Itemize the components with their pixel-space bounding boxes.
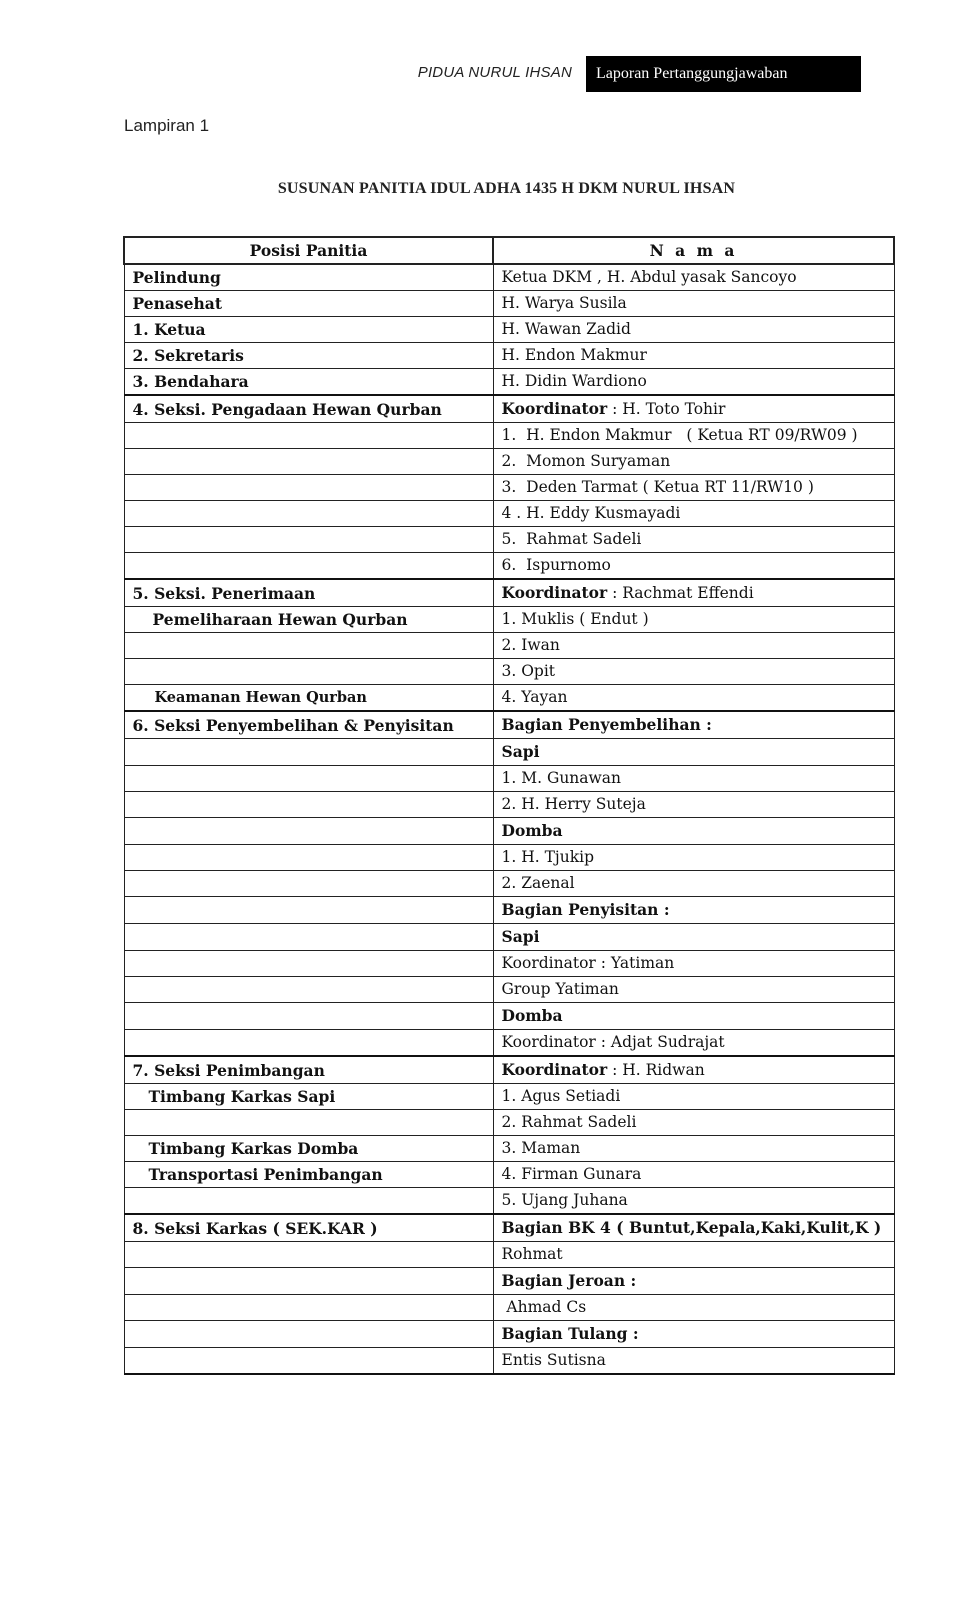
- name-cell-text: 2. Iwan: [501, 636, 560, 654]
- name-cell: [493, 1242, 894, 1268]
- name-cell-bold-label: Koordinator: [501, 1060, 608, 1079]
- name-cell: [493, 818, 894, 845]
- name-cell-text: H. Wawan Zadid: [501, 320, 631, 338]
- table-row: [124, 527, 894, 553]
- name-cell-text: H. Endon Makmur: [501, 346, 647, 364]
- name-cell-text: 3. Opit: [501, 662, 556, 680]
- table-row: [124, 977, 894, 1003]
- table-row: [124, 423, 894, 449]
- name-cell: [493, 659, 894, 685]
- name-cell: [493, 527, 894, 553]
- table-row: [124, 395, 894, 423]
- table-row: [124, 659, 894, 685]
- position-cell: [124, 739, 493, 766]
- table-row: [124, 317, 894, 343]
- position-cell: [124, 871, 493, 897]
- name-cell-bold-label: Bagian BK 4 ( Buntut,Kepala,Kaki,Kulit,K ): [501, 1218, 882, 1237]
- position-cell: [124, 897, 493, 924]
- name-cell-bold-label: Sapi: [501, 927, 540, 946]
- table-row: [124, 1242, 894, 1268]
- name-cell-text: Koordinator : Adjat Sudrajat: [501, 1033, 725, 1051]
- position-cell: [124, 924, 493, 951]
- position-cell: [124, 1110, 493, 1136]
- page-title: SUSUNAN PANITIA IDUL ADHA 1435 H DKM NURUL IHSAN: [277, 180, 736, 197]
- name-cell: [493, 475, 894, 501]
- name-cell: [493, 1348, 894, 1375]
- name-cell: [493, 449, 894, 475]
- table-row: [124, 766, 894, 792]
- name-cell-text: 6. Ispurnomo: [501, 556, 611, 574]
- table-row: [124, 871, 894, 897]
- table-row: [124, 1295, 894, 1321]
- position-cell: Keamanan Hewan Qurban: [124, 685, 493, 712]
- committee-table: [123, 236, 895, 1375]
- table-row: [124, 1348, 894, 1375]
- table-row: [124, 792, 894, 818]
- position-cell: [124, 1030, 493, 1057]
- position-cell: [124, 792, 493, 818]
- name-cell-bold-label: Bagian Penyisitan :: [501, 900, 670, 919]
- name-cell-text: H. Warya Susila: [501, 294, 627, 312]
- name-cell: [493, 977, 894, 1003]
- name-cell: [493, 291, 894, 317]
- name-cell-text: 2. Zaenal: [501, 874, 575, 892]
- position-cell: [124, 659, 493, 685]
- position-cell: 2. Sekretaris: [124, 343, 493, 369]
- name-cell-text: 5. Ujang Juhana: [501, 1191, 628, 1209]
- table-row: [124, 1056, 894, 1084]
- name-cell: [493, 395, 894, 423]
- name-cell: [493, 1136, 894, 1162]
- table-row: [124, 1030, 894, 1057]
- table-row: [124, 1084, 894, 1110]
- name-cell: [493, 264, 894, 291]
- position-cell: 5. Seksi. Penerimaan: [124, 579, 493, 607]
- position-cell: [124, 845, 493, 871]
- position-cell: [124, 633, 493, 659]
- name-cell: [493, 343, 894, 369]
- position-cell: [124, 423, 493, 449]
- table-row: [124, 1110, 894, 1136]
- table-row: [124, 1162, 894, 1188]
- name-cell-text: 1. H. Endon Makmur ( Ketua RT 09/RW09 ): [501, 426, 858, 444]
- name-cell-text: : Rachmat Effendi: [607, 584, 754, 602]
- name-cell-bold-label: Domba: [501, 821, 563, 840]
- name-cell: [493, 766, 894, 792]
- table-row: [124, 1321, 894, 1348]
- name-cell-text: H. Didin Wardiono: [501, 372, 647, 390]
- table-row: [124, 449, 894, 475]
- name-cell: [493, 369, 894, 396]
- name-cell-text: Ahmad Cs: [501, 1298, 587, 1316]
- table-row: [124, 1188, 894, 1215]
- position-cell: Penasehat: [124, 291, 493, 317]
- name-cell: [493, 1321, 894, 1348]
- name-cell-text: 4. Firman Gunara: [501, 1165, 642, 1183]
- name-cell-text: 5. Rahmat Sadeli: [501, 530, 642, 548]
- name-cell-bold-label: Bagian Penyembelihan :: [501, 715, 712, 734]
- table-row: [124, 924, 894, 951]
- name-cell-text: Rohmat: [501, 1245, 563, 1263]
- table-row: [124, 501, 894, 527]
- position-cell: 1. Ketua: [124, 317, 493, 343]
- name-cell-text: 1. Agus Setiadi: [501, 1087, 621, 1105]
- position-cell: [124, 1268, 493, 1295]
- position-cell: [124, 553, 493, 580]
- table-row: [124, 579, 894, 607]
- position-cell: [124, 1003, 493, 1030]
- name-cell: [493, 607, 894, 633]
- name-cell-text: : H. Toto Tohir: [607, 400, 726, 418]
- table-row: [124, 1136, 894, 1162]
- name-cell-bold-label: Bagian Jeroan :: [501, 1271, 637, 1290]
- table-row: [124, 685, 894, 712]
- name-cell: [493, 1268, 894, 1295]
- name-cell-text: Group Yatiman: [501, 980, 619, 998]
- position-cell: [124, 1242, 493, 1268]
- position-cell: Timbang Karkas Domba: [124, 1136, 493, 1162]
- position-cell: [124, 1321, 493, 1348]
- table-header-row: [124, 237, 894, 264]
- position-cell: [124, 951, 493, 977]
- column-header-name: N a m a: [493, 237, 894, 264]
- table-row: [124, 1003, 894, 1030]
- name-cell: [493, 1084, 894, 1110]
- name-cell: [493, 1214, 894, 1242]
- name-cell-bold-label: Koordinator: [501, 583, 608, 602]
- position-cell: [124, 1188, 493, 1215]
- position-cell: [124, 449, 493, 475]
- table-row: [124, 845, 894, 871]
- name-cell-bold-label: Bagian Tulang :: [501, 1324, 639, 1343]
- name-cell: [493, 924, 894, 951]
- position-cell: [124, 1348, 493, 1375]
- position-cell: Pelindung: [124, 264, 493, 291]
- table-body: [124, 264, 894, 1374]
- name-cell: [493, 792, 894, 818]
- name-cell: [493, 579, 894, 607]
- name-cell-text: Entis Sutisna: [501, 1351, 606, 1369]
- position-cell: 7. Seksi Penimbangan: [124, 1056, 493, 1084]
- table-row: [124, 343, 894, 369]
- position-cell: [124, 818, 493, 845]
- position-cell: Transportasi Penimbangan: [124, 1162, 493, 1188]
- name-cell-text: 4 . H. Eddy Kusmayadi: [501, 504, 681, 522]
- name-cell-text: 3. Deden Tarmat ( Ketua RT 11/RW10 ): [501, 478, 814, 496]
- name-cell: [493, 711, 894, 739]
- position-cell: [124, 475, 493, 501]
- name-cell: [493, 633, 894, 659]
- name-cell: [493, 1056, 894, 1084]
- position-cell: Pemeliharaan Hewan Qurban: [124, 607, 493, 633]
- name-cell: [493, 845, 894, 871]
- table-row: [124, 607, 894, 633]
- name-cell: [493, 317, 894, 343]
- name-cell-text: 3. Maman: [501, 1139, 581, 1157]
- name-cell: [493, 1003, 894, 1030]
- table-row: [124, 711, 894, 739]
- table-row: [124, 475, 894, 501]
- table-row: [124, 739, 894, 766]
- name-cell: [493, 1110, 894, 1136]
- position-cell: 4. Seksi. Pengadaan Hewan Qurban: [124, 395, 493, 423]
- position-cell: 3. Bendahara: [124, 369, 493, 396]
- name-cell-text: 2. Rahmat Sadeli: [501, 1113, 637, 1131]
- name-cell-text: 4. Yayan: [501, 688, 568, 706]
- name-cell-text: 1. M. Gunawan: [501, 769, 622, 787]
- table-row: [124, 633, 894, 659]
- name-cell-bold-label: Domba: [501, 1006, 563, 1025]
- name-cell: [493, 951, 894, 977]
- name-cell-text: 1. H. Tjukip: [501, 848, 594, 866]
- position-cell: 6. Seksi Penyembelihan & Penyisitan: [124, 711, 493, 739]
- name-cell: [493, 423, 894, 449]
- name-cell-text: 2. Momon Suryaman: [501, 452, 671, 470]
- name-cell: [493, 501, 894, 527]
- name-cell-text: 2. H. Herry Suteja: [501, 795, 646, 813]
- name-cell-text: Ketua DKM , H. Abdul yasak Sancoyo: [501, 268, 797, 286]
- position-cell: 8. Seksi Karkas ( SEK.KAR ): [124, 1214, 493, 1242]
- name-cell: [493, 553, 894, 580]
- name-cell-text: : H. Ridwan: [607, 1061, 705, 1079]
- name-cell: [493, 1162, 894, 1188]
- name-cell: [493, 1030, 894, 1057]
- table-row: [124, 1268, 894, 1295]
- name-cell: [493, 685, 894, 712]
- name-cell: [493, 1295, 894, 1321]
- position-cell: [124, 527, 493, 553]
- attachment-label: Lampiran 1: [124, 116, 210, 135]
- name-cell-bold-label: Sapi: [501, 742, 540, 761]
- name-cell-text: Koordinator : Yatiman: [501, 954, 675, 972]
- name-cell: [493, 897, 894, 924]
- table-row: [124, 553, 894, 580]
- document-header-box: Laporan Pertanggungjawaban: [586, 56, 861, 92]
- table-row: [124, 818, 894, 845]
- name-cell-bold-label: Koordinator: [501, 399, 608, 418]
- document-header-left: PIDUA NURUL IHSAN: [417, 64, 572, 81]
- position-cell: [124, 766, 493, 792]
- name-cell: [493, 1188, 894, 1215]
- table-row: [124, 291, 894, 317]
- table-row: [124, 369, 894, 396]
- name-cell: [493, 871, 894, 897]
- name-cell: [493, 739, 894, 766]
- table-row: [124, 897, 894, 924]
- name-cell-text: 1. Muklis ( Endut ): [501, 610, 649, 628]
- position-cell: [124, 501, 493, 527]
- table-row: [124, 1214, 894, 1242]
- position-cell: Timbang Karkas Sapi: [124, 1084, 493, 1110]
- position-cell: [124, 977, 493, 1003]
- column-header-position: Posisi Panitia: [124, 237, 493, 264]
- table-row: [124, 264, 894, 291]
- position-cell: [124, 1295, 493, 1321]
- table-row: [124, 951, 894, 977]
